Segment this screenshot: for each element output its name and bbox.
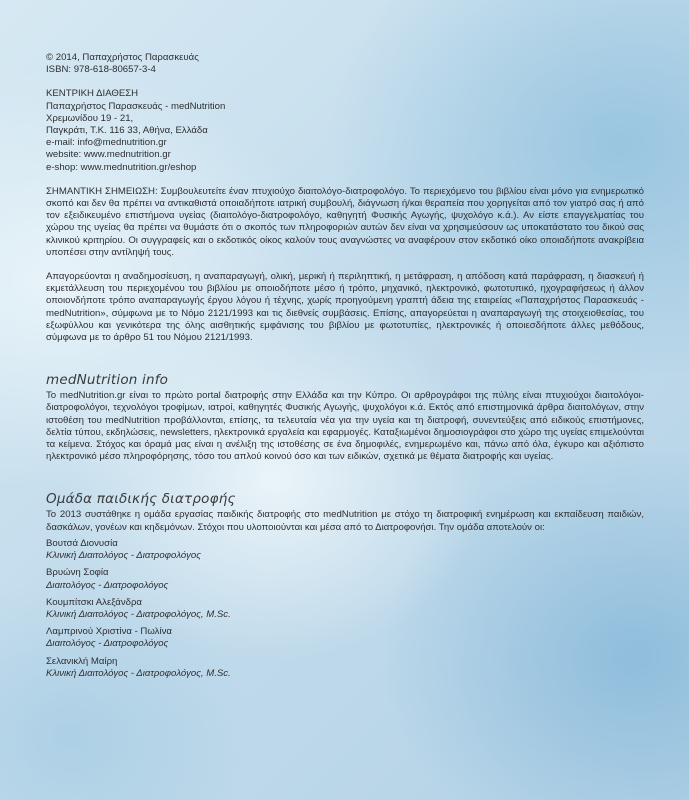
distribution-title: ΚΕΝΤΡΙΚΗ ΔΙΑΘΕΣΗ	[46, 88, 139, 100]
email-link[interactable]: e-mail: info@mednutrition.gr	[46, 137, 167, 149]
member-name: Βουτσά Διονυσία	[46, 537, 118, 549]
distribution-block	[46, 88, 644, 173]
isbn-line: ISBN: 978-618-80657-3-4	[46, 64, 156, 76]
member-name: Λαμπρινού Χριστίνα - Πωλίνα	[46, 626, 172, 638]
copyright-block	[46, 52, 644, 76]
mednutrition-info-heading: medNutrition info	[46, 372, 169, 389]
team-heading: Ομάδα παιδικής διατροφής	[46, 491, 236, 508]
team-intro: Το 2013 συστάθηκε η ομάδα εργασίας παιδικής διατροφής στο medNutrition με στόχο τη διατροφική ενημέρωση και εκπαίδευση παιδιών, δασκάλων, γονέων και κηδεμόνων. Στόχοι που υλοποιούνται και μέσα από το Διατροφονήσι. Την ομάδα αποτελούν οι:	[46, 509, 644, 533]
member-role: Διαιτολόγος - Διατροφολόγος	[46, 579, 169, 591]
mednutrition-info-text: Το medNutrition.gr είναι το πρώτο portal διατροφής στην Ελλάδα και την Κύπρο. Οι αρθρογράφοι της πύλης είναι πτυχιούχοι διαιτολόγοι-διατροφολόγοι, τεχνολόγοι τροφίμων, ιατροί, καθηγητές Φυσικής Αγωγής, ψυχολόγοι κ.ά. Εκτός από επιστημονικά άρθρα διαιτολόγων, στην ιστοθέση του medNutrition προβάλλονται, επίσης, τα τελευταία νέα για την υγεία και τη διατροφή, συνεντεύξεις από ειδικούς επιστήμονες, δελτία τύπου, εκδηλώσεις, newsletters, ηλεκτρονικά εργαλεία και εφαρμογές. Καταξιωμένοι δημοσιογράφοι στο χώρο της υγείας επιμελούνται τα κείμενα. Στόχος και όραμά μας είναι η ανέλιξη της ιστοθέσης σε ένα δημοφιλές, ενημερωμένο και, πάνω από όλα, έγκυρο και αξιόπιστο ηλεκτρονικό μέσο πληροφόρησης, τόσο του απλού κοινού όσο και των ειδικών, σχετικά με θέματα διατροφής και υγείας.	[46, 390, 644, 463]
team-members	[46, 538, 644, 680]
team-member	[46, 538, 644, 562]
team-member	[46, 656, 644, 680]
address-street: Χρεμωνίδου 19 - 21,	[46, 112, 134, 124]
important-note: ΣΗΜΑΝΤΙΚΗ ΣΗΜΕΙΩΣΗ: Συμβουλευτείτε έναν πτυχιούχο διαιτολόγο-διατροφολόγο. Το περιεχόμενο του βιβλίου είναι μόνο για ενημερωτικό σκοπό και δεν θα πρέπει να αντικαθιστά οποιαδήποτε ιατρική συμβουλή, διάγνωση ή/και θεραπεία που χορηγείται από τον γιατρό σας ή από τον εξειδικευμένο επιστήμονα υγείας (διαιτολόγο-διατροφολόγο, καθηγητή Φυσικής Αγωγής, ψυχολόγο κ.ά.). Αν είστε επαγγελματίας του χώρου της υγείας θα πρέπει να θυμάστε ότι ο σκοπός των πληροφοριών αυτών δεν είναι να χρησιμεύσουν ως υποκατάστατο του δικού σας κλινικού κριτηρίου. Οι συγγραφείς και ο εκδοτικός οίκος καλούν τους αναγνώστες να αναφέρουν στον εκδοτικό οίκο οποιαδήποτε ανακρίβεια υποπέσει στην αντίληψή τους.	[46, 185, 644, 258]
member-role: Κλινική Διαιτολόγος - Διατροφολόγος, M.Sc.	[46, 608, 231, 620]
address-city: Παγκράτι, Τ.Κ. 116 33, Αθήνα, Ελλάδα	[46, 125, 208, 137]
website-link[interactable]: website: www.mednutrition.gr	[46, 149, 171, 161]
team-member	[46, 567, 644, 591]
team-member	[46, 626, 644, 650]
member-name: Σελανικλή Μαίρη	[46, 655, 118, 667]
member-name: Βρυώνη Σοφία	[46, 567, 109, 579]
publisher-name: Παπαχρήστος Παρασκευάς - medNutrition	[46, 100, 226, 112]
member-role: Κλινική Διαιτολόγος - Διατροφολόγος, M.Sc.	[46, 667, 231, 679]
member-role: Διαιτολόγος - Διατροφολόγος	[46, 638, 169, 650]
copyright-page	[46, 52, 644, 680]
copyright-line: © 2014, Παπαχρήστος Παρασκευάς	[46, 52, 199, 63]
rights-notice: Απαγορεύονται η αναδημοσίευση, η αναπαραγωγή, ολική, μερική ή περιληπτική, η μετάφραση, η απόδοση κατά παράφραση, η διασκευή ή εκμετάλλευση του περιεχομένου του βιβλίου με οποιοδήποτε μέσο ή τρόπο, μηχανικό, ηλεκτρονικό, φωτοτυπικό, ηχογραφήσεως ή άλλον οποιονδήποτε τρόπο αναπαραγωγής έργου λόγου ή τέχνης, χωρίς προηγούμενη γραπτή άδεια της εταιρείας «Παπαχρήστος Παρασκευάς - medNutrition», σύμφωνα με το Νόμο 2121/1993 και τις διεθνείς συμβάσεις. Επίσης, απαγορεύεται η αναπαραγωγή της στοιχειοθεσίας, του εξωφύλλου και γενικότερα της όλης αισθητικής εμφάνισης του βιβλίου με φωτοτυπίες, ηλεκτρονικές ή οποιεσδήποτε άλλες μεθόδους, σύμφωνα με το άρθρο 51 του Νόμου 2121/1993.	[46, 271, 644, 344]
member-role: Κλινική Διαιτολόγος - Διατροφολόγος	[46, 550, 201, 562]
team-member	[46, 597, 644, 621]
member-name: Κουμπίτσκι Αλεξάνδρα	[46, 596, 142, 608]
eshop-link[interactable]: e-shop: www.mednutrition.gr/eshop	[46, 161, 197, 173]
